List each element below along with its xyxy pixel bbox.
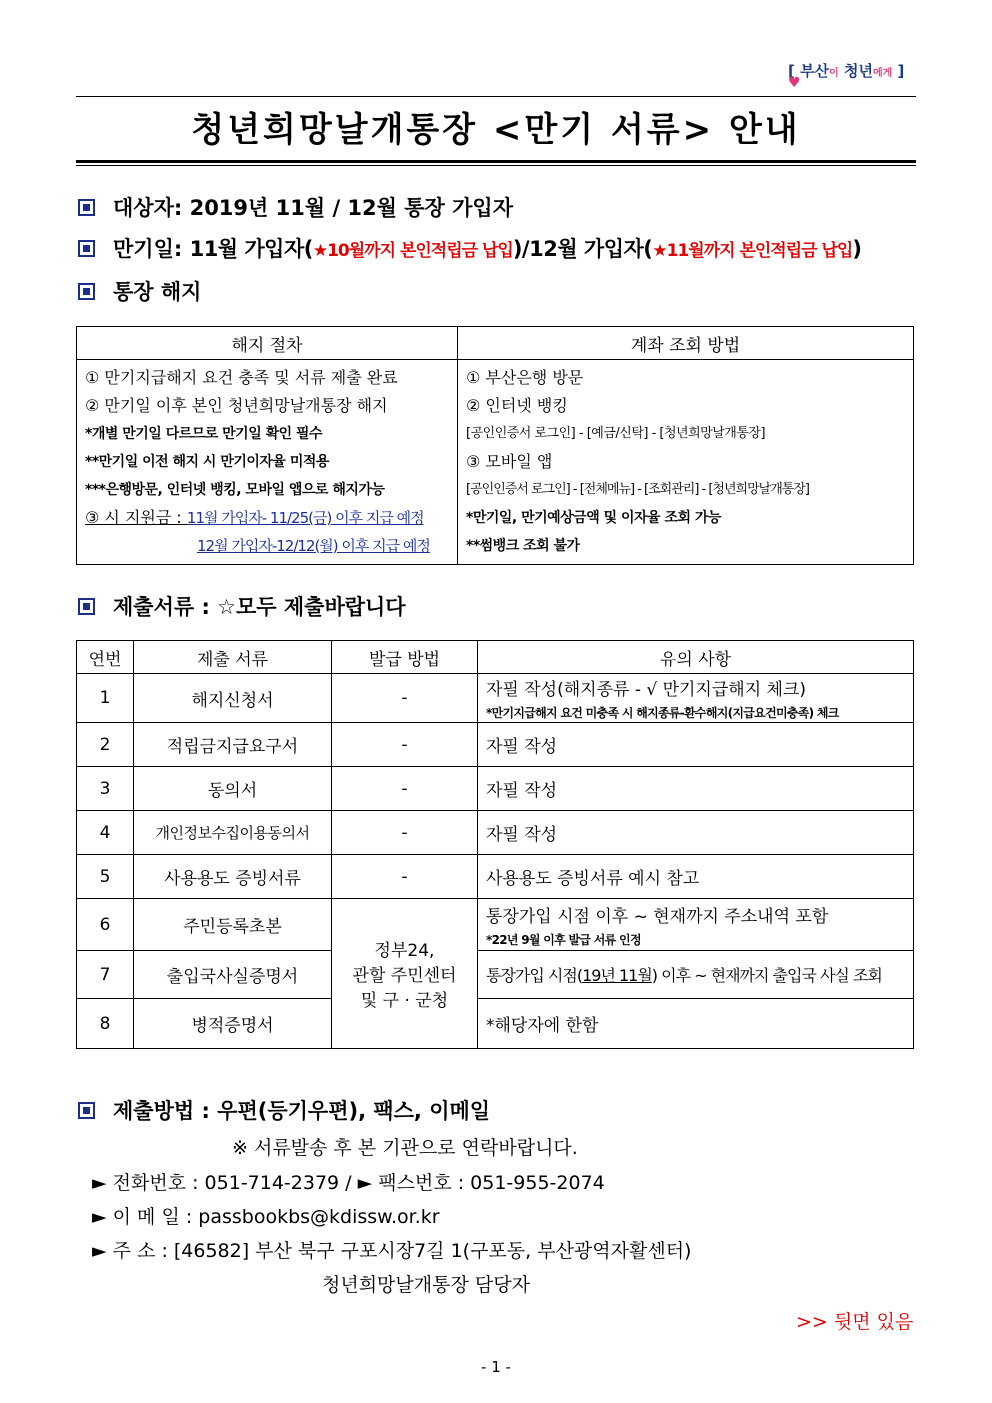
page-number: - 1 - bbox=[481, 1358, 511, 1376]
contact-address: ► 주 소 : [46582] 부산 북구 구포시장7길 1(구포동, 부산광역자활센터) bbox=[92, 1240, 692, 1262]
row-no: 7 bbox=[77, 951, 134, 999]
logo-small-2: 에게 bbox=[872, 68, 893, 79]
section-cancel bbox=[78, 277, 201, 307]
table-row bbox=[77, 811, 914, 855]
section-target bbox=[78, 193, 513, 223]
section-method bbox=[78, 1096, 490, 1126]
square-bullet-icon bbox=[78, 1102, 95, 1119]
row-doc: 주민등록초본 bbox=[134, 899, 332, 951]
cancel-header-inquiry: 계좌 조회 방법 bbox=[458, 327, 914, 360]
row-no: 5 bbox=[77, 855, 134, 899]
section-maturity bbox=[78, 234, 862, 266]
contact-phone: ► 전화번호 : 051-714-2379 / ► 팩스번호 : 051-955-2074 bbox=[92, 1172, 605, 1194]
table-row bbox=[77, 855, 914, 899]
merged-method-2: 관할 주민센터 bbox=[352, 966, 457, 986]
row-method: - bbox=[332, 855, 478, 899]
inquiry-path-2: [공인인증서 로그인] - [전체메뉴] - [조회관리] - [청년희망날개통장] bbox=[466, 482, 809, 497]
row-method: - bbox=[332, 767, 478, 811]
subsidy-dec: 12월 가입자-12/12(월) 이후 지급 예정 bbox=[197, 537, 430, 555]
merged-method bbox=[332, 899, 478, 1049]
cancel-header-procedure: 해지 절차 bbox=[77, 327, 458, 360]
square-bullet-icon bbox=[78, 283, 95, 300]
row-note bbox=[478, 899, 914, 951]
inquiry-note-1: *만기일, 만기예상금액 및 이자율 조회 가능 bbox=[466, 510, 721, 526]
row-note: 자필 작성 bbox=[478, 723, 914, 767]
logo-bracket-right: ] bbox=[897, 62, 905, 80]
table-row bbox=[77, 999, 914, 1049]
inquiry-path-1: [공인인증서 로그인] - [예금/신탁] - [청년희망날개통장] bbox=[466, 426, 766, 441]
row-note bbox=[478, 951, 914, 999]
row-note: 사용용도 증빙서류 예시 참고 bbox=[478, 855, 914, 899]
row-no: 8 bbox=[77, 999, 134, 1049]
row-doc: 병적증명서 bbox=[134, 999, 332, 1049]
logo-bracket-left: [ bbox=[788, 62, 795, 80]
row-no: 3 bbox=[77, 767, 134, 811]
docs-label: 제출서류 : ☆모두 제출바랍니다 bbox=[113, 595, 406, 619]
cancel-label: 통장 해지 bbox=[113, 280, 202, 304]
inquiry-line-2: ② 인터넷 뱅킹 bbox=[466, 396, 568, 415]
row-doc: 해지신청서 bbox=[134, 674, 332, 723]
table-row bbox=[77, 899, 914, 951]
inquiry-line-1: ① 부산은행 방문 bbox=[466, 368, 584, 387]
contact-notice: ※ 서류발송 후 본 기관으로 연락바랍니다. bbox=[232, 1137, 578, 1159]
maturity-label: 만기일: bbox=[113, 237, 183, 261]
row-note-text: 통장가입 시점 이후 ~ 현재까지 주소내역 포함 bbox=[486, 906, 829, 927]
row-note-text: 자필 작성(해지종류 - √ 만기지급해지 체크) bbox=[486, 680, 807, 700]
row-note: *해당자에 한함 bbox=[478, 999, 914, 1049]
row-doc: 개인정보수집이용동의서 bbox=[134, 811, 332, 855]
target-text: 2019년 11월 / 12월 통장 가입자 bbox=[189, 196, 513, 220]
target-label: 대상자: bbox=[113, 196, 183, 220]
contact-person: 청년희망날개통장 담당자 bbox=[322, 1274, 530, 1296]
docs-table bbox=[76, 640, 914, 1049]
row-method: - bbox=[332, 674, 478, 723]
row-note-a: 통장가입 시점( bbox=[486, 966, 583, 985]
table-row bbox=[77, 951, 914, 999]
maturity-red-2: ★11월까지 본인적립금 납입 bbox=[652, 241, 853, 261]
logo-small-1: 이 bbox=[829, 68, 839, 79]
docs-header-no: 연번 bbox=[77, 641, 134, 674]
row-note-sub: *22년 9월 이후 발급 서류 인정 bbox=[486, 932, 641, 947]
table-row bbox=[77, 723, 914, 767]
merged-method-1: 정부24, bbox=[374, 941, 435, 961]
cancel-procedure-cell bbox=[77, 360, 458, 565]
maturity-text-1: 11월 가입자( bbox=[189, 237, 313, 261]
docs-header-method: 발급 방법 bbox=[332, 641, 478, 674]
back-page-note: >> 뒷면 있음 bbox=[796, 1311, 914, 1333]
row-no: 4 bbox=[77, 811, 134, 855]
logo-youth: 청년 bbox=[843, 62, 873, 80]
row-no: 6 bbox=[77, 899, 134, 951]
row-no: 2 bbox=[77, 723, 134, 767]
row-doc: 적립금지급요구서 bbox=[134, 723, 332, 767]
inquiry-line-3: ③ 모바일 앱 bbox=[466, 452, 553, 471]
row-doc: 출입국사실증명서 bbox=[134, 951, 332, 999]
maturity-text-3: ) bbox=[852, 237, 862, 261]
table-row bbox=[77, 674, 914, 723]
heart-icon: ♥ bbox=[788, 75, 801, 91]
contact-email: ► 이 메 일 : passbookbs@kdissw.or.kr bbox=[92, 1206, 440, 1228]
procedure-line-2: ② 만기일 이후 본인 청년희망날개통장 해지 bbox=[85, 396, 388, 415]
table-row bbox=[77, 767, 914, 811]
row-note-sub: *만기지급해지 요건 미충족 시 해지종류-환수해지(지급요건미충족) 체크 bbox=[486, 706, 839, 720]
docs-header-note: 유의 사항 bbox=[478, 641, 914, 674]
procedure-line-3 bbox=[85, 504, 449, 532]
inquiry-note-2: **썸뱅크 조회 불가 bbox=[466, 538, 580, 554]
procedure-note-3: ***은행방문, 인터넷 뱅킹, 모바일 앱으로 해지가능 bbox=[85, 482, 385, 498]
title-rule-top bbox=[76, 96, 916, 97]
row-no: 1 bbox=[77, 674, 134, 723]
row-note: 자필 작성 bbox=[478, 767, 914, 811]
procedure-note-2: **만기일 이전 해지 시 만기이자율 미적용 bbox=[85, 454, 329, 470]
row-method: - bbox=[332, 723, 478, 767]
row-note-underlined: 19년 11월 bbox=[582, 966, 652, 985]
section-docs bbox=[78, 592, 406, 622]
maturity-text-2: )/12월 가입자( bbox=[512, 237, 653, 261]
row-note: 자필 작성 bbox=[478, 811, 914, 855]
logo bbox=[788, 60, 918, 91]
square-bullet-icon bbox=[78, 199, 95, 216]
square-bullet-icon bbox=[78, 598, 95, 615]
title-rule-bottom-thin bbox=[76, 165, 916, 166]
row-method: - bbox=[332, 811, 478, 855]
cancel-table bbox=[76, 326, 914, 565]
subsidy-label: ③ 시 지원금 : bbox=[85, 508, 187, 527]
procedure-line-1: ① 만기지급해지 요건 충족 및 서류 제출 완료 bbox=[85, 368, 398, 387]
subsidy-nov: 11월 가입자- 11/25(금) 이후 지급 예정 bbox=[186, 509, 424, 527]
square-bullet-icon bbox=[78, 240, 95, 257]
procedure-note-1: *개별 만기일 다르므로 만기일 확인 필수 bbox=[85, 426, 323, 442]
row-doc: 사용용도 증빙서류 bbox=[134, 855, 332, 899]
logo-busan: 부산 bbox=[800, 62, 830, 80]
title-rule-bottom-thick bbox=[76, 160, 916, 163]
page-title: 청년희망날개통장 <만기 서류> 안내 bbox=[191, 110, 801, 150]
row-doc: 동의서 bbox=[134, 767, 332, 811]
procedure-line-4 bbox=[85, 532, 449, 560]
merged-method-3: 및 구 · 군청 bbox=[360, 991, 449, 1011]
method-label: 제출방법 : 우편(등기우편), 팩스, 이메일 bbox=[113, 1099, 491, 1123]
row-note-b: ) 이후 ~ 현재까지 출입국 사실 조회 bbox=[651, 966, 882, 985]
docs-header-doc: 제출 서류 bbox=[134, 641, 332, 674]
maturity-red-1: ★10월까지 본인적립금 납입 bbox=[312, 241, 513, 261]
cancel-inquiry-cell bbox=[458, 360, 914, 565]
row-note bbox=[478, 674, 914, 723]
